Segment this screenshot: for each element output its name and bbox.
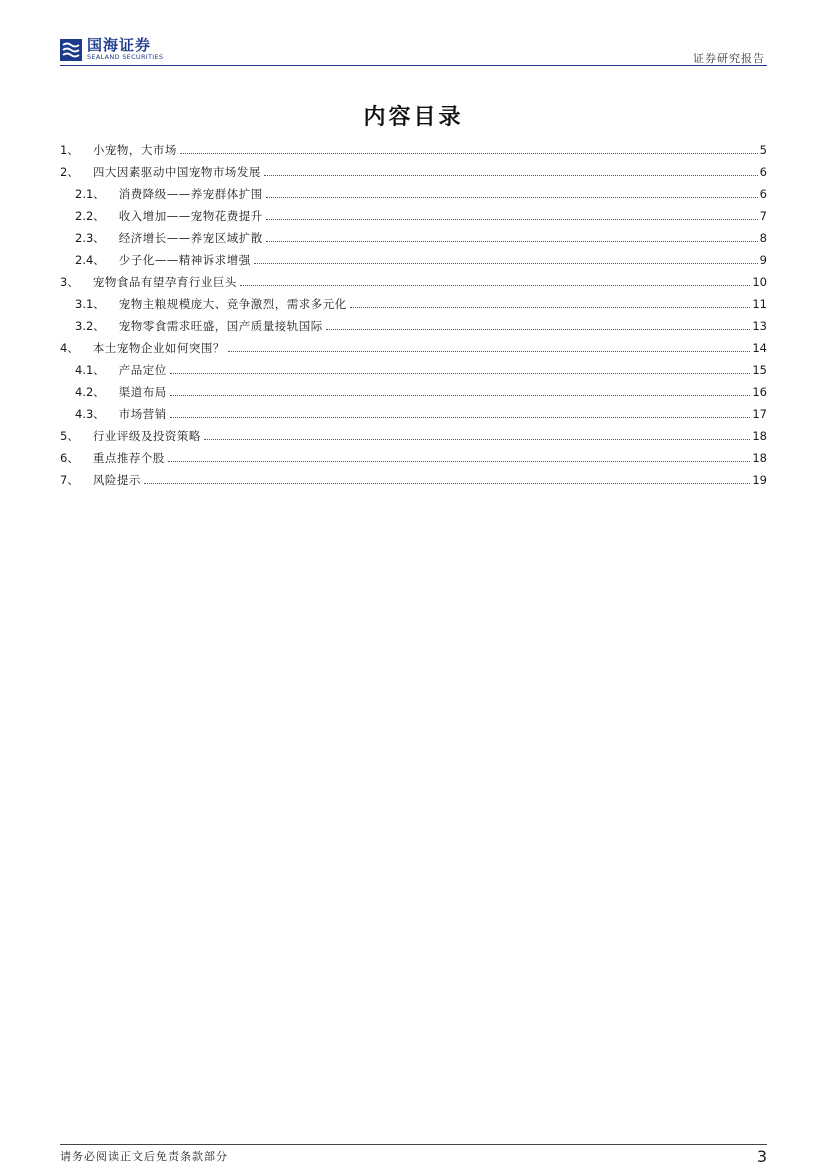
toc-entry[interactable] — [60, 465, 767, 487]
toc-leader-dots — [266, 218, 758, 220]
toc-entry[interactable] — [60, 421, 767, 443]
toc-entry-label: 重点推荐个股 — [92, 451, 165, 465]
toc-entry[interactable] — [60, 377, 767, 399]
toc-leader-dots — [326, 328, 751, 330]
toc-entry-label: 宠物主粮规模庞大、竞争激烈，需求多元化 — [118, 297, 347, 311]
toc-entry-label: 产品定位 — [118, 363, 167, 377]
page-title: 内容目录 — [363, 105, 464, 130]
footer-disclaimer: 请务必阅读正文后免责条款部分 — [60, 1150, 228, 1163]
toc-entry-page: 6 — [759, 165, 767, 179]
toc-entry-page: 18 — [752, 429, 767, 443]
toc-entry-number: 6、 — [60, 451, 79, 465]
toc-leader-dots — [350, 306, 751, 308]
toc-entry-page: 19 — [752, 473, 767, 487]
toc-leader-dots — [266, 196, 758, 198]
toc-entry-number: 5、 — [60, 429, 79, 443]
toc-leader-dots — [168, 460, 751, 462]
toc-entry[interactable] — [60, 333, 767, 355]
toc-entry-label: 宠物食品有望孕育行业巨头 — [92, 275, 237, 289]
toc-entry-label: 经济增长——养宠区域扩散 — [118, 231, 263, 245]
toc-entry-page: 9 — [759, 253, 767, 267]
toc-entry[interactable] — [60, 289, 767, 311]
toc-entry-label: 本土宠物企业如何突围？ — [92, 341, 225, 355]
toc-entry[interactable] — [60, 135, 767, 157]
toc-entry-page: 7 — [759, 209, 767, 223]
toc-entry[interactable] — [60, 157, 767, 179]
toc-entry-number: 2.2、 — [75, 209, 105, 223]
toc-entry-number: 4.1、 — [75, 363, 105, 377]
toc-entry[interactable] — [60, 355, 767, 377]
toc-entry[interactable] — [60, 201, 767, 223]
toc-entry-number: 4.2、 — [75, 385, 105, 399]
toc-leader-dots — [228, 350, 751, 352]
toc-entry-label: 小宠物，大市场 — [92, 143, 177, 157]
toc-entry-page: 13 — [752, 319, 767, 333]
toc-leader-dots — [170, 416, 751, 418]
toc-entry-page: 14 — [752, 341, 767, 355]
sealand-logo-icon — [60, 39, 82, 61]
toc-entry-number: 3.1、 — [75, 297, 105, 311]
toc-entry[interactable] — [60, 267, 767, 289]
page-header — [0, 0, 827, 70]
toc-leader-dots — [266, 240, 758, 242]
toc-entry-number: 1、 — [60, 143, 79, 157]
toc-leader-dots — [180, 152, 758, 154]
toc-entry-page: 5 — [759, 143, 767, 157]
table-of-contents — [60, 135, 767, 487]
logo-chinese-name: 国海证券 — [87, 36, 152, 54]
logo-english-name: SEALAND SECURITIES — [87, 53, 164, 61]
toc-entry[interactable] — [60, 179, 767, 201]
toc-leader-dots — [240, 284, 751, 286]
toc-entry-number: 4、 — [60, 341, 79, 355]
toc-entry-label: 市场营销 — [118, 407, 167, 421]
toc-entry-number: 3、 — [60, 275, 79, 289]
toc-entry-page: 10 — [752, 275, 767, 289]
toc-entry-page: 16 — [752, 385, 767, 399]
toc-entry[interactable] — [60, 399, 767, 421]
toc-leader-dots — [170, 394, 751, 396]
toc-entry[interactable] — [60, 443, 767, 465]
toc-entry-label: 风险提示 — [92, 473, 141, 487]
page-number: 3 — [756, 1147, 767, 1166]
toc-entry-label: 消费降级——养宠群体扩围 — [118, 187, 263, 201]
toc-leader-dots — [144, 482, 751, 484]
toc-entry-label: 渠道布局 — [118, 385, 167, 399]
toc-entry-number: 3.2、 — [75, 319, 105, 333]
toc-entry-label: 少子化——精神诉求增强 — [118, 253, 251, 267]
toc-entry-number: 2、 — [60, 165, 79, 179]
toc-entry-label: 行业评级及投资策略 — [92, 429, 201, 443]
toc-entry-page: 18 — [752, 451, 767, 465]
header-divider — [60, 65, 767, 66]
report-type-label: 证券研究报告 — [693, 52, 765, 65]
toc-entry[interactable] — [60, 223, 767, 245]
toc-entry-page: 11 — [752, 297, 767, 311]
toc-entry-label: 四大因素驱动中国宠物市场发展 — [92, 165, 261, 179]
toc-entry-page: 15 — [752, 363, 767, 377]
toc-entry-page: 17 — [752, 407, 767, 421]
toc-entry-label: 收入增加——宠物花费提升 — [118, 209, 263, 223]
toc-entry-page: 6 — [759, 187, 767, 201]
toc-entry[interactable] — [60, 311, 767, 333]
toc-leader-dots — [254, 262, 758, 264]
toc-leader-dots — [204, 438, 751, 440]
toc-entry-number: 4.3、 — [75, 407, 105, 421]
footer-divider — [60, 1144, 767, 1145]
toc-entry-page: 8 — [759, 231, 767, 245]
company-logo — [60, 38, 163, 61]
toc-leader-dots — [170, 372, 751, 374]
toc-entry-number: 7、 — [60, 473, 79, 487]
toc-entry-number: 2.3、 — [75, 231, 105, 245]
toc-entry-number: 2.4、 — [75, 253, 105, 267]
toc-entry-number: 2.1、 — [75, 187, 105, 201]
toc-entry[interactable] — [60, 245, 767, 267]
toc-entry-label: 宠物零食需求旺盛，国产质量接轨国际 — [118, 319, 323, 333]
toc-leader-dots — [264, 174, 758, 176]
